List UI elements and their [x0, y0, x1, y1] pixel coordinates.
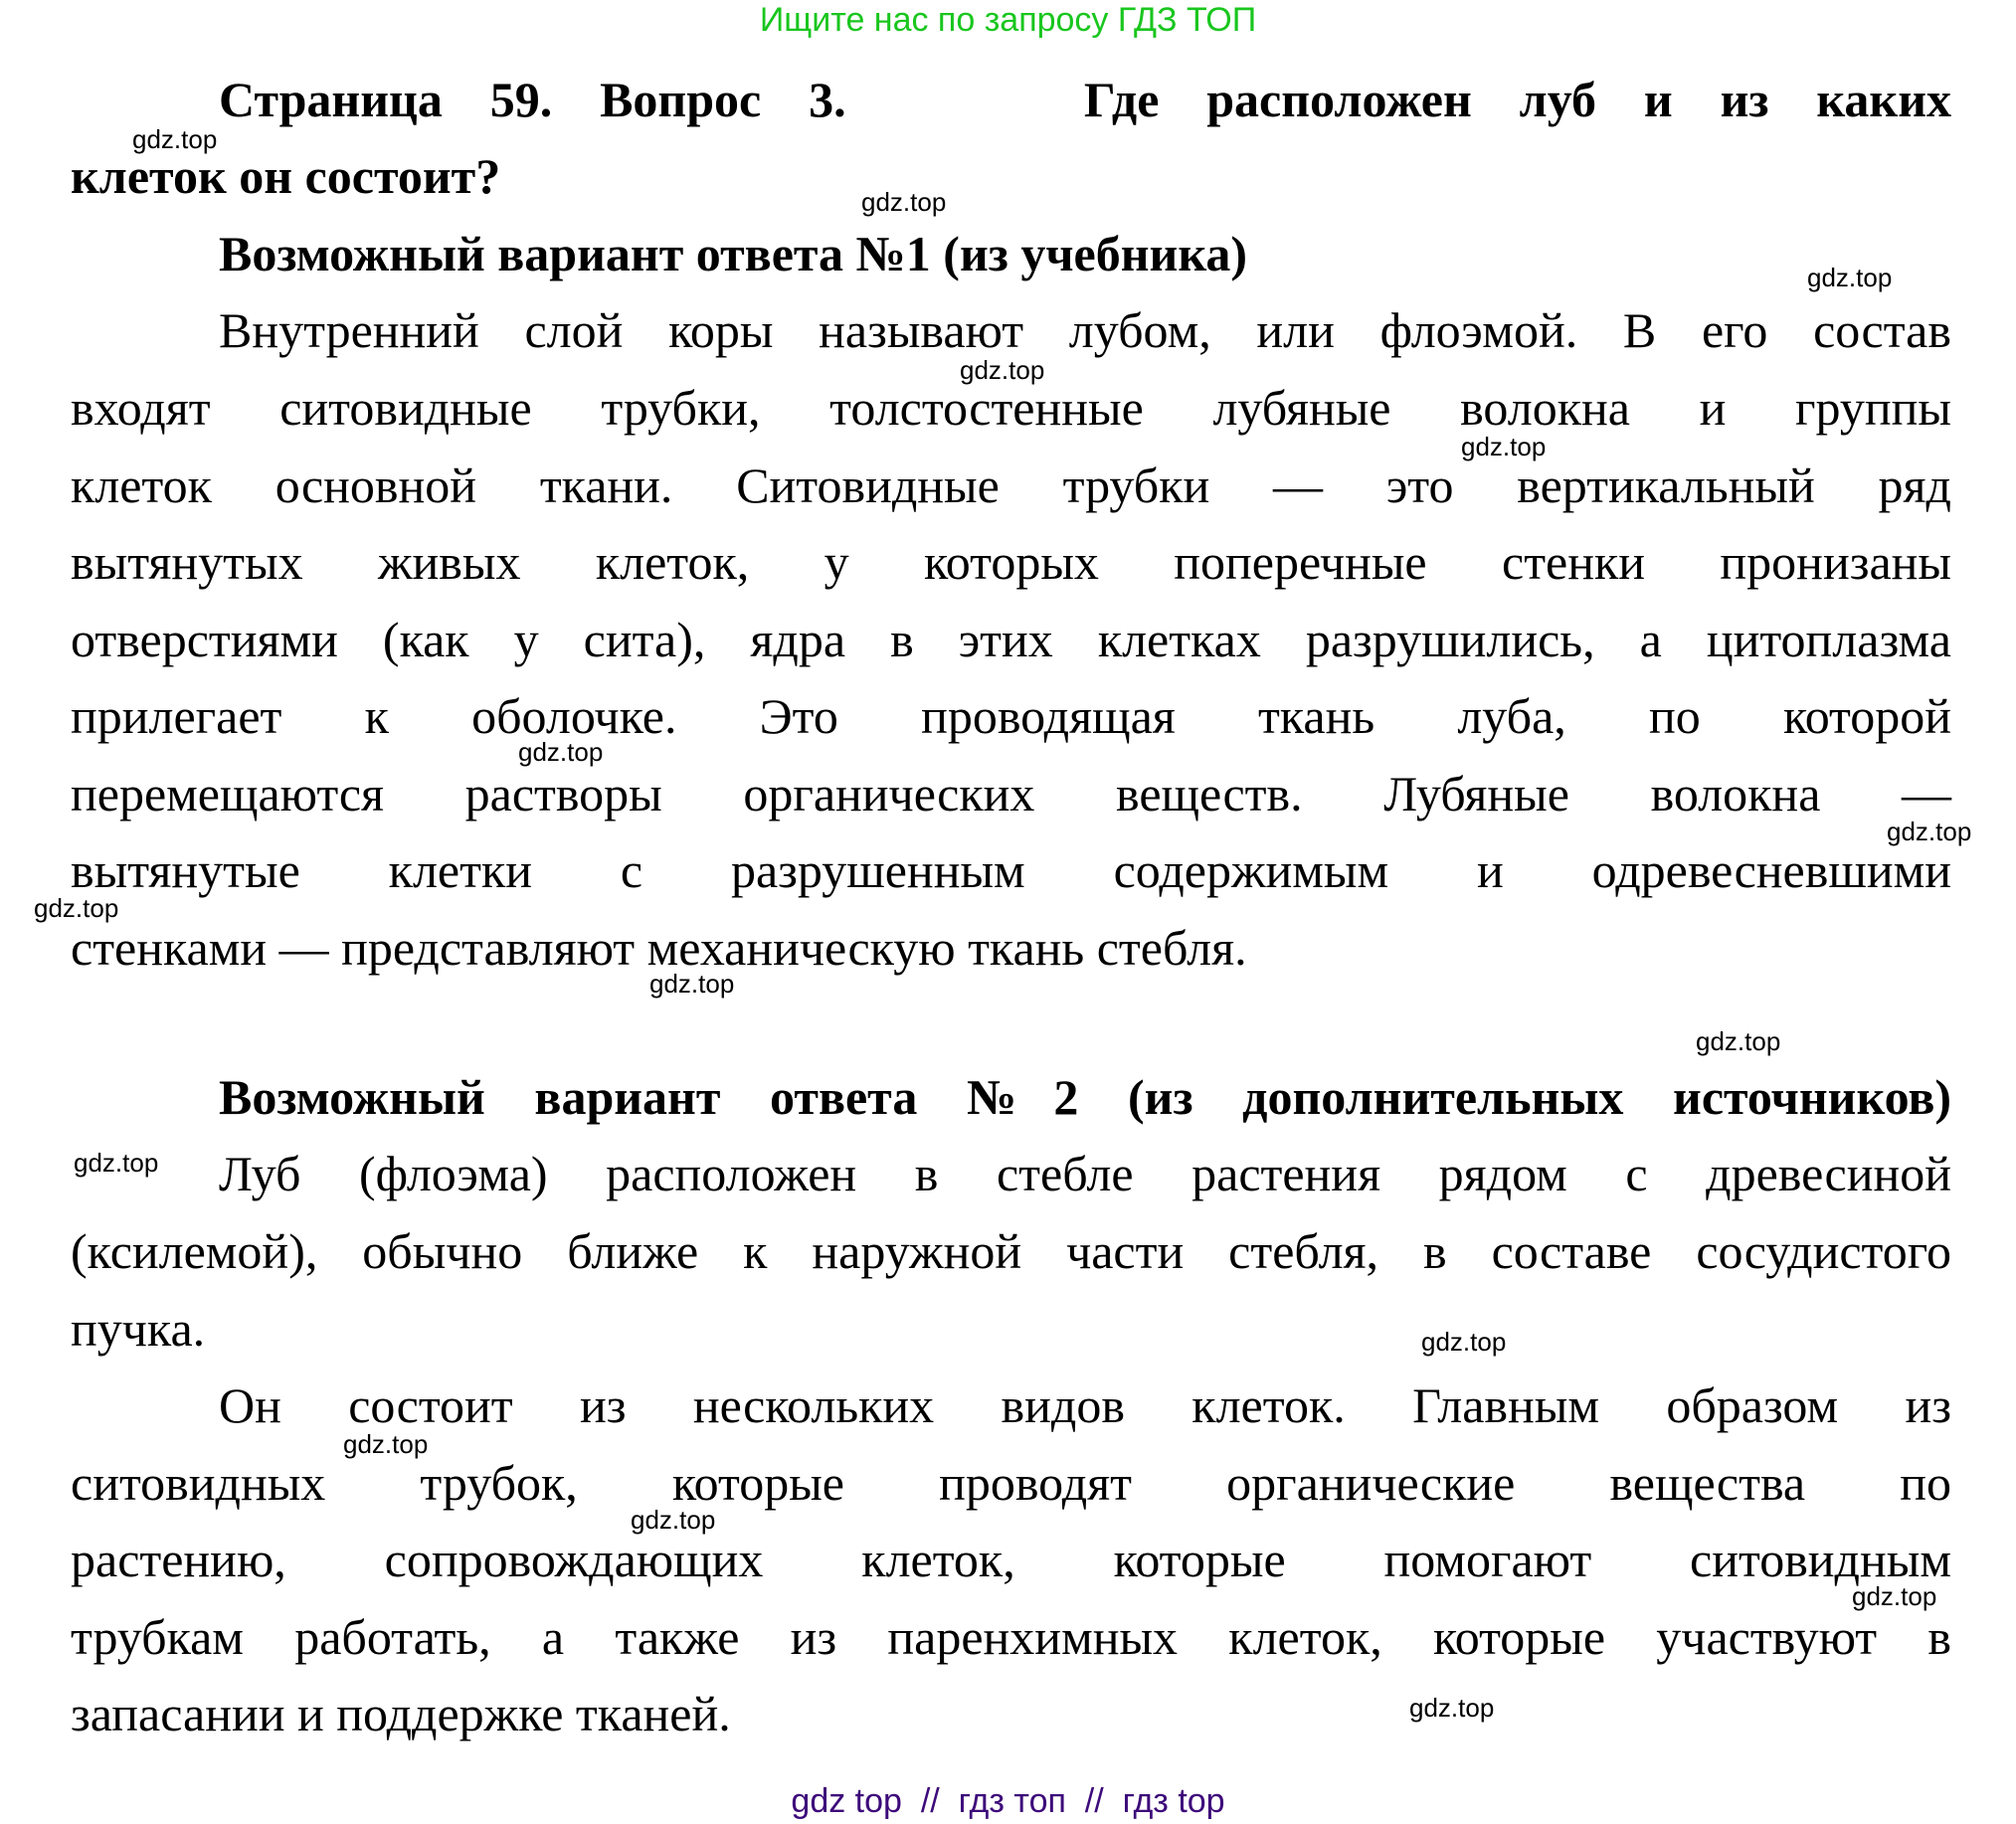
answer1-line: прилегает к оболочке. Это проводящая ткань луба, по которой: [71, 688, 1951, 744]
answer1-line: вытянутые клетки с разрушенным содержимым и одревесневшими: [71, 842, 1951, 898]
watermark: gdz.top: [1852, 1581, 1937, 1611]
answer1-line: Внутренний слой коры называют лубом, или флоэмой. В его состав: [219, 302, 1951, 358]
watermark: gdz.top: [1461, 432, 1547, 461]
answer2-line: ситовидных трубок, которые проводят органические вещества по: [71, 1455, 1951, 1511]
search-banner: Ищите нас по запросу ГДЗ ТОП: [759, 1, 1257, 39]
answer2-line: растению, сопровождающих клеток, которые помогают ситовидным: [71, 1532, 1951, 1587]
watermark: gdz.top: [34, 893, 119, 923]
watermark: gdz.top: [649, 969, 735, 999]
answer2-line: Луб (флоэма) расположен в стебле растения рядом с древесиной: [219, 1146, 1951, 1201]
watermark: gdz.top: [1421, 1327, 1507, 1357]
answer1-line: перемещаются растворы органических веществ. Лубяные волокна —: [71, 766, 1951, 821]
watermark: gdz.top: [343, 1429, 429, 1459]
footer-links: gdz top // гдз топ // гдз top: [791, 1782, 1225, 1820]
watermark: gdz.top: [861, 187, 947, 217]
answer2-line: трубкам работать, а также из паренхимных клеток, которые участвуют в: [71, 1609, 1951, 1665]
answer1-line: вытянутых живых клеток, у которых поперечные стенки пронизаны: [71, 534, 1951, 590]
question-line-2: клеток он состоит?: [71, 148, 501, 204]
watermark: gdz.top: [74, 1148, 159, 1178]
answer2-line: Он состоит из нескольких видов клеток. Главным образом из: [219, 1377, 1951, 1433]
watermark: gdz.top: [960, 355, 1045, 385]
answer2-heading: Возможный вариант ответа №2 (из дополнительных источников): [219, 1069, 1951, 1125]
answer1-line: клеток основной ткани. Ситовидные трубки — это вертикальный ряд: [71, 457, 1951, 513]
answer2-line: (ксилемой), обычно ближе к наружной части стебля, в составе сосудистого: [71, 1223, 1951, 1279]
watermark: gdz.top: [1807, 263, 1893, 292]
watermark: gdz.top: [132, 124, 218, 154]
watermark: gdz.top: [1696, 1026, 1781, 1056]
answer2-line: запасании и поддержке тканей.: [71, 1686, 731, 1741]
answer1-heading: Возможный вариант ответа №1 (из учебника): [219, 226, 1248, 281]
answer1-line: входят ситовидные трубки, толстостенные лубяные волокна и группы: [71, 380, 1951, 436]
watermark: gdz.top: [1887, 817, 1972, 846]
watermark: gdz.top: [631, 1505, 716, 1535]
answer1-line: стенками — представляют механическую ткань стебля.: [71, 920, 1247, 976]
watermark: gdz.top: [518, 737, 604, 767]
question-line-1: Страница 59. Вопрос 3. Где расположен луб и из каких: [219, 72, 1951, 127]
answer1-line: отверстиями (как у сита), ядра в этих клетках разрушились, а цитоплазма: [71, 612, 1951, 667]
watermark: gdz.top: [1409, 1693, 1495, 1723]
answer2-line: пучка.: [71, 1301, 206, 1357]
